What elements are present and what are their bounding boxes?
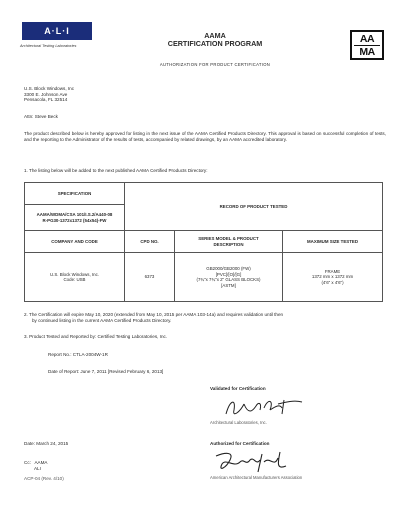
col-series-line2: DESCRIPTION (213, 241, 244, 247)
spec-value-cell (25, 205, 125, 231)
recipient-address (24, 86, 224, 103)
row-series-line2: [PVC]/[O]/[G] (215, 271, 242, 277)
item-2-line1: 2. The Certification will expire May 10, 2020 (extended from May 10, 2015 per AAMA 103-14a) and requires validation until then (24, 312, 284, 317)
date-of-report: Date of Report: June 7, 2011 [Revised February 6, 2013] (48, 369, 164, 374)
col-company-header: COMPANY AND CODE (25, 231, 125, 253)
col-size-header: MAXIMUM SIZE TESTED (283, 231, 383, 253)
row-company-line1: U.S. Block Windows, Inc. (49, 271, 100, 277)
row-company-cell (25, 253, 125, 302)
row-size-line1: FRAME (324, 268, 341, 274)
title-line-aama: AAMA (204, 31, 226, 40)
validation-signature (220, 392, 310, 422)
row-series-line3: (7¾"x 7¾"x 2" GLASS BLOCKS) (196, 277, 261, 282)
aama-logo-top: AA (359, 33, 375, 45)
item-1: 1. The listing below will be added to the next published AAMA Certified Products Directory: (24, 168, 208, 173)
spec-value-line1: AAMA/WDMA/CSA 101/I.S.2/A440-08 (36, 212, 113, 217)
spec-header-cell: SPECIFICATION (25, 183, 125, 205)
table-row (25, 253, 383, 302)
document-title (130, 32, 300, 49)
form-number: ACP-04 (Rev. 4/10) (24, 476, 64, 481)
authorized-caption: Authorized for Certification (210, 441, 270, 446)
aama-logo (350, 30, 384, 60)
address-city: Pensacola, FL 32514 (24, 97, 68, 103)
item-3: 3. Product Tested and Reported by: Certified Testing Laboratories, Inc. (24, 334, 168, 339)
attention-line: Attn: Steve Beck (24, 114, 58, 119)
row-cpd-cell: 6373 (125, 253, 175, 302)
ali-logo: A·L·I (22, 22, 92, 40)
validated-caption: Validated for Certification (210, 386, 266, 391)
issue-date: Date: March 24, 2015 (24, 441, 69, 446)
record-header-cell: RECORD OF PRODUCT TESTED (125, 183, 383, 231)
col-series-header (175, 231, 283, 253)
authorized-org: American Architectural Manufacturers Association (210, 474, 303, 480)
product-listing-table (24, 182, 383, 302)
row-size-cell (283, 253, 383, 302)
document-subtitle: AUTHORIZATION FOR PRODUCT CERTIFICATION (159, 62, 271, 67)
validated-org: Architectural Laboratories, Inc. (210, 419, 267, 425)
row-company-line2: Code: USB (63, 277, 86, 282)
cc-line-aama: Cc: AAMA (24, 460, 48, 465)
ali-tagline: Architectural Testing Laboratories (20, 44, 77, 48)
report-number: Report No.: CTLA-2004W-1R (48, 352, 108, 357)
aama-logo-bottom: MA (354, 45, 380, 58)
col-series-line1: SERIES MODEL & PRODUCT (198, 236, 259, 241)
address-street: 3300 E. Johnson Ave (24, 91, 68, 97)
row-size-line3: (4'6" x 4'6") (321, 279, 344, 285)
item-2 (24, 312, 386, 323)
row-series-line4: [ASTM] (221, 282, 236, 288)
cc-list (24, 460, 47, 471)
authorization-signature (212, 448, 290, 476)
row-series-line1: GB2000/GB2000 (FW) (206, 266, 251, 271)
row-size-line2: 1372 mm x 1372 mm (311, 274, 354, 280)
row-series-cell (175, 253, 283, 302)
approval-paragraph: The product described below is hereby approved for listing in the next issue of the AAMA Certified Products Directory. This approval is based on successful completion of tests, and the reporting to the Administrator of the results of tests, accompanied by related drawings, by an AAMA accredited laboratory. (24, 131, 386, 142)
cc-line-ali: ALI (24, 465, 41, 471)
col-cpd-header: CPD NO. (125, 231, 175, 253)
item-2-line2: by continued listing in the current AAMA Certified Products Directory. (32, 317, 172, 323)
spec-value-line2: R-PG30-1372x1372 (54x54)-FW (42, 217, 107, 223)
title-line-program: CERTIFICATION PROGRAM (167, 39, 263, 49)
address-company: U.S. Block Windows, Inc (24, 86, 75, 91)
